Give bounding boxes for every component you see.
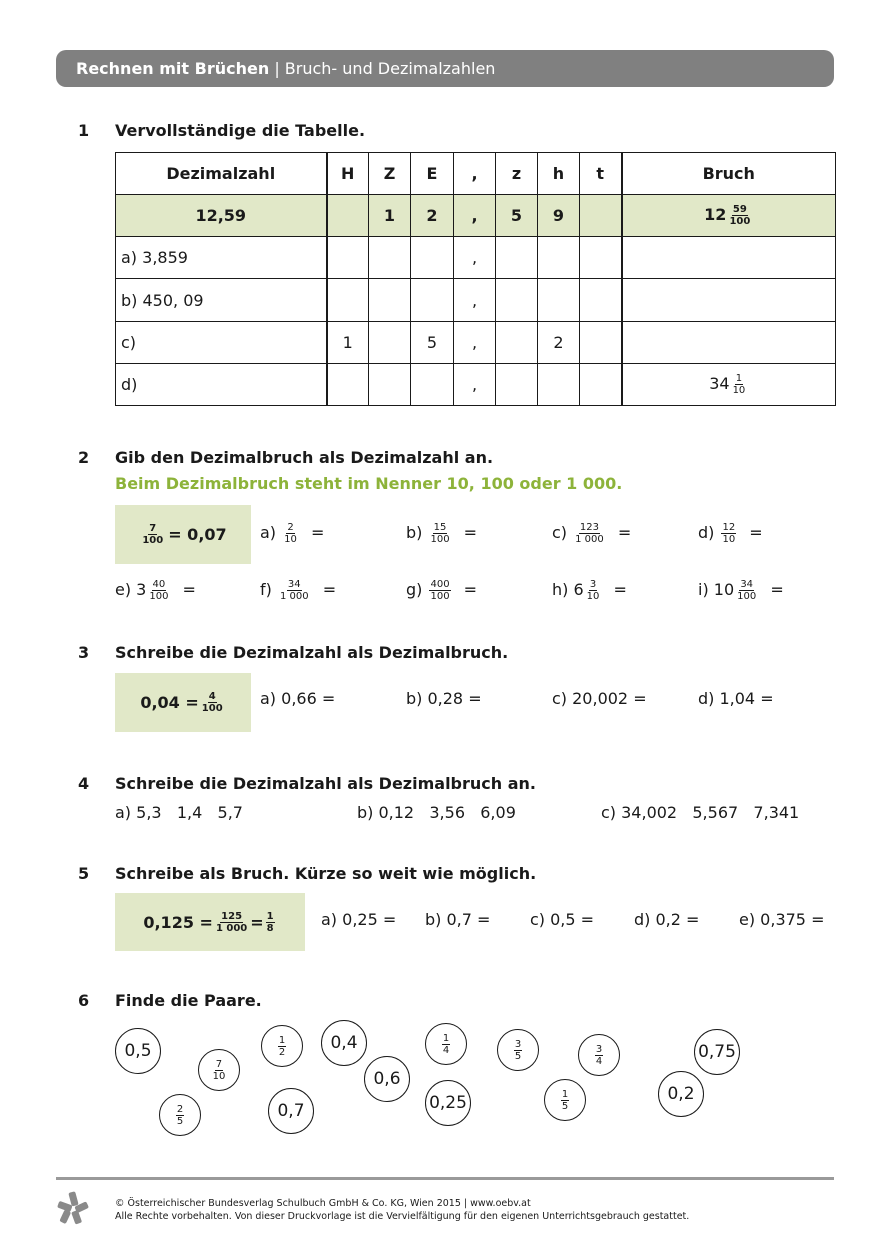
th-comma: , bbox=[454, 153, 496, 195]
fraction-numerator: 59 bbox=[732, 204, 747, 216]
equals-sign: = bbox=[744, 523, 763, 542]
fraction-numerator: 1 bbox=[735, 372, 743, 384]
cell-dec[interactable]: c) bbox=[116, 321, 327, 363]
fraction bbox=[429, 522, 450, 545]
circle-decimal: 0,75 bbox=[698, 1042, 736, 1062]
fraction-denominator: 1 000 bbox=[575, 534, 604, 545]
th-h: H bbox=[327, 153, 369, 195]
table-row-b bbox=[116, 279, 836, 321]
task2-item bbox=[698, 579, 784, 602]
fraction-numerator: 15 bbox=[433, 522, 447, 533]
cell-Z[interactable] bbox=[369, 279, 411, 321]
task2-item bbox=[552, 579, 627, 602]
task5-item-a: a) 0,25 = bbox=[321, 910, 397, 929]
task2-example-box bbox=[115, 505, 251, 564]
fraction-denominator: 1 000 bbox=[279, 591, 309, 602]
equals-sign: = bbox=[177, 580, 196, 599]
fraction bbox=[283, 522, 298, 545]
circle-decimal: 0,4 bbox=[330, 1033, 358, 1053]
fraction bbox=[595, 1044, 603, 1067]
header-title-rest: | Bruch- und Dezimalzahlen bbox=[274, 59, 496, 78]
pair-circle[interactable] bbox=[497, 1029, 539, 1071]
cell-t[interactable] bbox=[580, 279, 622, 321]
circle-decimal: 0,7 bbox=[277, 1101, 305, 1121]
pair-circle[interactable] bbox=[268, 1088, 314, 1134]
cell-Z[interactable] bbox=[369, 363, 411, 405]
cell-h[interactable] bbox=[538, 279, 580, 321]
cell-fraction[interactable] bbox=[622, 321, 836, 363]
task3-example-box bbox=[115, 673, 251, 732]
fraction-whole: 34 bbox=[709, 373, 730, 393]
fraction-numerator: 400 bbox=[430, 579, 450, 590]
cell-h[interactable] bbox=[538, 363, 580, 405]
fraction-denominator: 4 bbox=[595, 1055, 603, 1067]
task1-title: Vervollständige die Tabelle. bbox=[115, 121, 366, 140]
fraction-denominator: 100 bbox=[201, 703, 223, 714]
fraction-denominator: 5 bbox=[176, 1115, 184, 1127]
table-header-row bbox=[116, 153, 836, 195]
cell-fraction bbox=[622, 363, 836, 405]
equals-sign: = bbox=[458, 580, 478, 599]
fraction-whole: 12 bbox=[704, 205, 727, 225]
cell-E: 5 bbox=[411, 321, 454, 363]
th-t: t bbox=[580, 153, 622, 195]
task1-number: 1 bbox=[78, 121, 90, 140]
cell-fraction bbox=[622, 195, 836, 237]
task6-number: 6 bbox=[78, 991, 90, 1010]
mixed-number bbox=[559, 1089, 571, 1112]
item-label: i) bbox=[698, 580, 714, 599]
mixed-number bbox=[210, 1059, 229, 1082]
task4-title: Schreibe die Dezimalzahl als Dezimalbruch an. bbox=[115, 774, 536, 793]
table-example-row bbox=[116, 195, 836, 237]
fraction bbox=[728, 204, 751, 227]
pair-circle[interactable] bbox=[261, 1025, 303, 1067]
item-label: b) bbox=[406, 523, 428, 542]
fraction-numerator: 3 bbox=[589, 579, 597, 590]
fraction bbox=[732, 373, 747, 396]
th-dezimalzahl: Dezimalzahl bbox=[116, 153, 327, 195]
task4-item-a: a) 5,3 1,4 5,7 bbox=[115, 803, 243, 822]
task3-number: 3 bbox=[78, 643, 90, 662]
fraction-numerator: 34 bbox=[740, 579, 754, 590]
task3-item-b: b) 0,28 = bbox=[406, 689, 482, 708]
cell-t[interactable] bbox=[580, 237, 622, 279]
example-decimal: 0,04 = bbox=[140, 693, 199, 712]
cell-z[interactable] bbox=[496, 363, 538, 405]
table-row-c bbox=[116, 321, 836, 363]
fraction bbox=[279, 579, 310, 602]
cell-comma: , bbox=[454, 363, 496, 405]
cell-z[interactable] bbox=[496, 279, 538, 321]
cell-dec: 12,59 bbox=[116, 195, 327, 237]
fraction-numerator: 40 bbox=[152, 579, 166, 590]
fraction bbox=[148, 579, 169, 602]
task2-hint: Beim Dezimalbruch steht im Nenner 10, 100 oder 1 000. bbox=[115, 474, 623, 493]
fraction bbox=[736, 579, 757, 602]
task6-title: Finde die Paare. bbox=[115, 991, 262, 1010]
cell-h: 2 bbox=[538, 321, 580, 363]
fraction-denominator: 10 bbox=[212, 1070, 226, 1082]
task3-title: Schreibe die Dezimalzahl als Dezimalbruch. bbox=[115, 643, 509, 662]
task2-item bbox=[260, 579, 336, 602]
fraction-numerator: 125 bbox=[221, 910, 243, 922]
mixed-number bbox=[719, 522, 738, 545]
cell-z: 5 bbox=[496, 195, 538, 237]
pair-circle[interactable] bbox=[115, 1028, 161, 1074]
task3-item-a: a) 0,66 = bbox=[260, 689, 336, 708]
th-e: E bbox=[411, 153, 454, 195]
item-label: g) bbox=[406, 580, 428, 599]
cell-H[interactable] bbox=[327, 279, 369, 321]
place-value-table bbox=[115, 152, 836, 406]
mixed-number bbox=[593, 1044, 605, 1067]
task2-item bbox=[406, 579, 477, 602]
cell-h[interactable] bbox=[538, 237, 580, 279]
fraction bbox=[514, 1039, 522, 1062]
fraction-numerator: 34 bbox=[287, 579, 301, 590]
cell-comma: , bbox=[454, 195, 496, 237]
mixed-number bbox=[277, 579, 312, 602]
cell-Z: 1 bbox=[369, 195, 411, 237]
task2-title: Gib den Dezimalbruch als Dezimalzahl an. bbox=[115, 448, 494, 467]
cell-Z[interactable] bbox=[369, 237, 411, 279]
fraction bbox=[278, 1035, 286, 1058]
mixed-number bbox=[512, 1039, 524, 1062]
task5-title: Schreibe als Bruch. Kürze so weit wie möglich. bbox=[115, 864, 537, 883]
fraction bbox=[429, 579, 450, 602]
circle-decimal: 0,25 bbox=[429, 1093, 467, 1113]
mixed-number bbox=[573, 579, 602, 602]
fraction-whole: 3 bbox=[136, 580, 147, 599]
fraction bbox=[215, 911, 248, 934]
item-label: c) bbox=[552, 523, 573, 542]
task2-item bbox=[552, 522, 631, 545]
pair-circle[interactable] bbox=[425, 1080, 471, 1126]
fraction-denominator: 10 bbox=[586, 591, 600, 602]
table-row-a bbox=[116, 237, 836, 279]
task3-item-c: c) 20,002 = bbox=[552, 689, 647, 708]
task5-example-box bbox=[115, 893, 305, 951]
fraction bbox=[721, 522, 736, 545]
cell-h: 9 bbox=[538, 195, 580, 237]
equals-sign: = bbox=[608, 580, 627, 599]
fraction-numerator: 1 bbox=[278, 1034, 286, 1046]
cell-E[interactable] bbox=[411, 363, 454, 405]
fraction-denominator: 4 bbox=[442, 1044, 450, 1056]
task5-item-e: e) 0,375 = bbox=[739, 910, 825, 929]
fraction-denominator: 100 bbox=[149, 591, 169, 602]
example-decimal: 0,125 = bbox=[143, 912, 213, 932]
fraction-denominator: 8 bbox=[266, 922, 274, 934]
fraction-denominator: 100 bbox=[729, 216, 751, 228]
fraction bbox=[586, 579, 601, 602]
table-row-d bbox=[116, 363, 836, 405]
fraction-denominator: 5 bbox=[514, 1050, 522, 1062]
cell-fraction[interactable] bbox=[622, 279, 836, 321]
cell-H: 1 bbox=[327, 321, 369, 363]
fraction-numerator: 7 bbox=[215, 1058, 223, 1070]
footer-copyright: © Österreichischer Bundesverlag Schulbuch GmbH & Co. KG, Wien 2015 | www.oebv.at bbox=[115, 1198, 531, 1209]
item-label: d) bbox=[698, 523, 720, 542]
fraction-denominator: 100 bbox=[142, 535, 164, 546]
cell-dec: b) 450, 09 bbox=[116, 279, 327, 321]
fraction-whole: 6 bbox=[573, 580, 584, 599]
cell-E: 2 bbox=[411, 195, 454, 237]
equals-sign: = bbox=[305, 523, 325, 542]
cell-H bbox=[327, 195, 369, 237]
fraction-numerator: 7 bbox=[149, 523, 157, 534]
pair-circle[interactable] bbox=[425, 1023, 467, 1065]
task4-number: 4 bbox=[78, 774, 90, 793]
cell-fraction[interactable] bbox=[622, 237, 836, 279]
fraction-numerator: 123 bbox=[579, 522, 599, 533]
mixed-number bbox=[427, 579, 452, 602]
fraction-denominator: 100 bbox=[737, 591, 757, 602]
fraction bbox=[141, 523, 164, 546]
item-label: f) bbox=[260, 580, 277, 599]
item-label: e) bbox=[115, 580, 137, 599]
equals-sign: = bbox=[765, 580, 784, 599]
footer-divider bbox=[56, 1177, 834, 1180]
mixed-number bbox=[281, 522, 300, 545]
example-result: = 0,07 bbox=[168, 525, 227, 544]
mixed-number bbox=[174, 1104, 186, 1127]
oebv-asterisk-logo-icon bbox=[56, 1190, 90, 1226]
fraction-whole: 10 bbox=[713, 580, 735, 599]
cell-t bbox=[580, 195, 622, 237]
footer-rights: Alle Rechte vorbehalten. Von dieser Druckvorlage ist die Vervielfältigung für den eigenen Unterrichtsgebrauch gestattet. bbox=[115, 1211, 690, 1222]
circle-decimal: 0,5 bbox=[124, 1041, 152, 1061]
fraction-numerator: 2 bbox=[176, 1103, 184, 1115]
pair-circle[interactable] bbox=[578, 1034, 620, 1076]
cell-t[interactable] bbox=[580, 321, 622, 363]
task3-item-d: d) 1,04 = bbox=[698, 689, 774, 708]
mixed-number bbox=[276, 1035, 288, 1058]
cell-comma: , bbox=[454, 237, 496, 279]
fraction bbox=[266, 911, 275, 934]
item-label: a) bbox=[260, 523, 282, 542]
task4-item-b: b) 0,12 3,56 6,09 bbox=[357, 803, 516, 822]
task5-item-d: d) 0,2 = bbox=[634, 910, 700, 929]
item-label: h) bbox=[552, 580, 574, 599]
circle-decimal: 0,2 bbox=[667, 1084, 695, 1104]
page-header bbox=[56, 50, 834, 87]
fraction-denominator: 1 000 bbox=[215, 922, 248, 934]
fraction bbox=[574, 522, 605, 545]
fraction bbox=[201, 691, 224, 714]
fraction-numerator: 12 bbox=[722, 522, 736, 533]
mixed-number bbox=[572, 522, 607, 545]
fraction-denominator: 5 bbox=[561, 1100, 569, 1112]
cell-dec: a) 3,859 bbox=[116, 237, 327, 279]
fraction-numerator: 1 bbox=[561, 1088, 569, 1100]
fraction-denominator: 10 bbox=[732, 384, 746, 396]
fraction-numerator: 1 bbox=[266, 910, 274, 922]
task4-item-c: c) 34,002 5,567 7,341 bbox=[601, 803, 800, 822]
fraction-numerator: 4 bbox=[208, 691, 216, 702]
cell-Z[interactable] bbox=[369, 321, 411, 363]
mixed-number bbox=[427, 522, 452, 545]
cell-dec[interactable]: d) bbox=[116, 363, 327, 405]
task5-item-b: b) 0,7 = bbox=[425, 910, 491, 929]
fraction-numerator: 3 bbox=[595, 1043, 603, 1055]
fraction-numerator: 1 bbox=[442, 1032, 450, 1044]
fraction-denominator: 100 bbox=[430, 534, 450, 545]
circle-decimal: 0,6 bbox=[373, 1069, 401, 1089]
mixed-number bbox=[440, 1033, 452, 1056]
fraction bbox=[212, 1059, 227, 1082]
pair-circle[interactable] bbox=[321, 1020, 367, 1066]
task2-number: 2 bbox=[78, 448, 90, 467]
equals-sign: = bbox=[612, 523, 632, 542]
equals-sign: = bbox=[458, 523, 478, 542]
cell-z[interactable] bbox=[496, 237, 538, 279]
fraction bbox=[561, 1089, 569, 1112]
pair-circle[interactable] bbox=[658, 1071, 704, 1117]
fraction-denominator: 10 bbox=[722, 534, 736, 545]
fraction-numerator: 2 bbox=[287, 522, 294, 533]
task5-item-c: c) 0,5 = bbox=[530, 910, 595, 929]
fraction-numerator: 3 bbox=[514, 1038, 522, 1050]
equals-sign: = bbox=[317, 580, 337, 599]
task2-item bbox=[260, 522, 324, 545]
cell-E[interactable] bbox=[411, 237, 454, 279]
cell-z[interactable] bbox=[496, 321, 538, 363]
example-equals: = bbox=[250, 912, 264, 932]
th-bruch: Bruch bbox=[622, 153, 836, 195]
task2-item bbox=[115, 579, 196, 602]
pair-circle[interactable] bbox=[694, 1029, 740, 1075]
fraction-denominator: 2 bbox=[278, 1046, 286, 1058]
task2-item bbox=[406, 522, 477, 545]
mixed-number bbox=[136, 579, 171, 602]
pair-circle[interactable] bbox=[544, 1079, 586, 1121]
fraction bbox=[176, 1104, 184, 1127]
mixed-number bbox=[713, 579, 759, 602]
cell-E[interactable] bbox=[411, 279, 454, 321]
cell-comma: , bbox=[454, 279, 496, 321]
fraction-denominator: 100 bbox=[430, 591, 450, 602]
th-h-small: h bbox=[538, 153, 580, 195]
fraction-denominator: 10 bbox=[284, 534, 297, 545]
cell-H[interactable] bbox=[327, 237, 369, 279]
th-z-small: z bbox=[496, 153, 538, 195]
pair-circle[interactable] bbox=[198, 1049, 240, 1091]
task2-item bbox=[698, 522, 763, 545]
header-title-bold: Rechnen mit Brüchen bbox=[76, 59, 270, 78]
pair-circle[interactable] bbox=[364, 1056, 410, 1102]
cell-t[interactable] bbox=[580, 363, 622, 405]
pair-circle[interactable] bbox=[159, 1094, 201, 1136]
cell-comma: , bbox=[454, 321, 496, 363]
task5-number: 5 bbox=[78, 864, 90, 883]
th-z: Z bbox=[369, 153, 411, 195]
fraction bbox=[442, 1033, 450, 1056]
cell-H[interactable] bbox=[327, 363, 369, 405]
